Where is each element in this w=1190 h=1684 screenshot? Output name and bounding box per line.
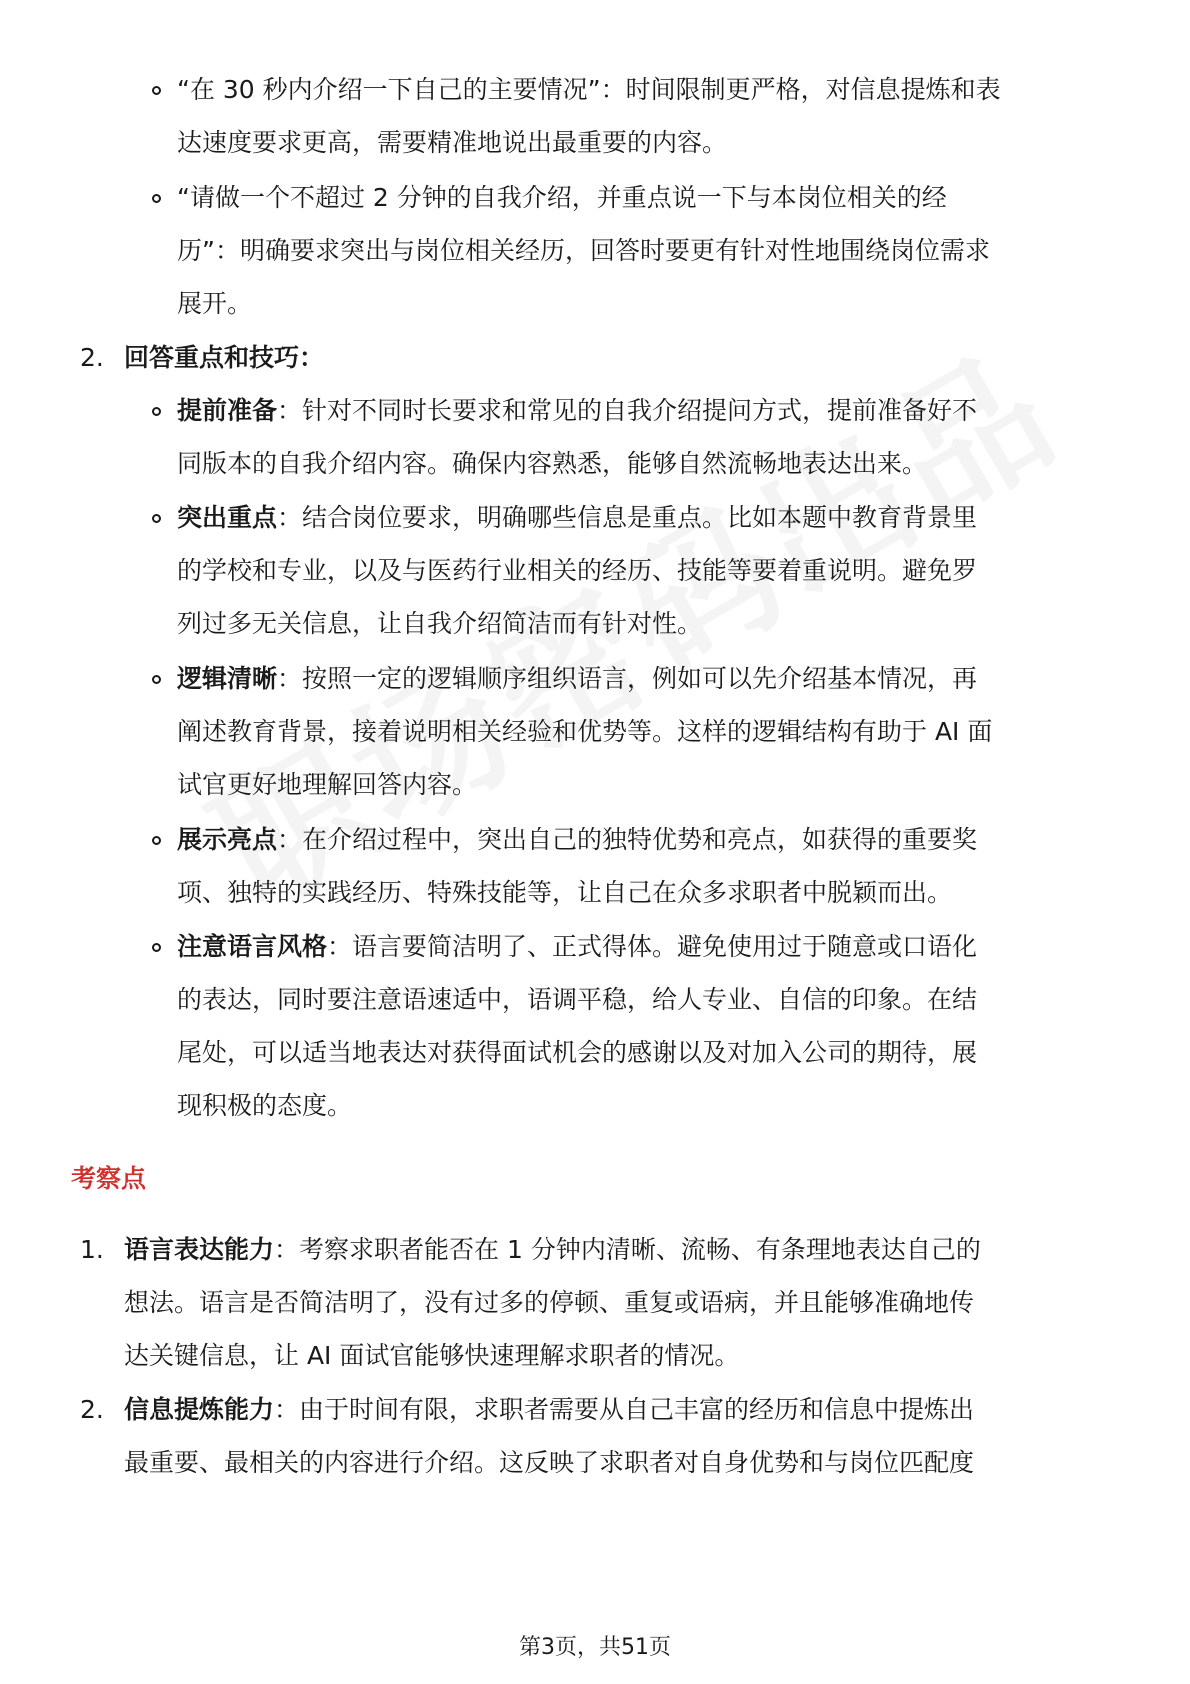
item-text: ：由于时间有限，求职者需要从自己丰富的经历和信息中提炼出 bbox=[274, 1395, 975, 1424]
list-number: 1. bbox=[80, 1235, 104, 1264]
list-number: 2. bbox=[80, 343, 104, 372]
item-text: ：语言要简洁明了、正式得体。避免使用过于随意或口语化 bbox=[327, 932, 978, 961]
section-heading bbox=[124, 343, 324, 373]
item-text: ：按照一定的逻辑顺序组织语言，例如可以先介绍基本情况，再 bbox=[277, 664, 978, 693]
list-item-line: 的学校和专业，以及与医药行业相关的经历、技能等要着重说明。避免罗 bbox=[177, 556, 978, 585]
section-title: 考察点 bbox=[71, 1164, 147, 1193]
list-item-line bbox=[177, 503, 977, 533]
list-item-line bbox=[124, 1395, 974, 1425]
list-number: 2. bbox=[80, 1395, 104, 1424]
list-item-line: 阐述教育背景，接着说明相关经验和优势等。这样的逻辑结构有助于 AI 面 bbox=[177, 717, 993, 746]
list-item-line: 列过多无关信息，让自我介绍简洁而有针对性。 bbox=[177, 609, 703, 638]
list-item-line: 现积极的态度。 bbox=[177, 1091, 353, 1120]
list-item-line: 最重要、最相关的内容进行介绍。这反映了求职者对自身优势和与岗位匹配度 bbox=[124, 1448, 975, 1477]
list-item-line: 项、独特的实践经历、特殊技能等，让自己在众多求职者中脱颖而出。 bbox=[177, 878, 953, 907]
list-item-line: 展开。 bbox=[177, 289, 253, 318]
list-item-line: 达关键信息，让 AI 面试官能够快速理解求职者的情况。 bbox=[124, 1341, 740, 1370]
list-item-line: “在 30 秒内介绍一下自己的主要情况”：时间限制更严格，对信息提炼和表 bbox=[177, 75, 1001, 104]
item-text: ：考察求职者能否在 1 分钟内清晰、流畅、有条理地表达自己的 bbox=[274, 1235, 981, 1264]
item-keyword: 提前准备 bbox=[177, 396, 278, 425]
bullet-circle-icon bbox=[152, 407, 161, 416]
item-keyword: 语言表达能力 bbox=[124, 1235, 275, 1264]
item-keyword: 逻辑清晰 bbox=[177, 664, 278, 693]
bullet-circle-icon bbox=[152, 836, 161, 845]
list-item-line: 尾处，可以适当地表达对获得面试机会的感谢以及对加入公司的期待，展 bbox=[177, 1038, 978, 1067]
bullet-circle-icon bbox=[152, 514, 161, 523]
item-text: ：针对不同时长要求和常见的自我介绍提问方式，提前准备好不 bbox=[277, 396, 978, 425]
item-keyword: 注意语言风格 bbox=[177, 932, 328, 961]
item-text: ：在介绍过程中，突出自己的独特优势和亮点，如获得的重要奖 bbox=[277, 825, 978, 854]
bullet-circle-icon bbox=[152, 194, 161, 203]
list-item-line bbox=[177, 396, 977, 426]
list-item-line: “请做一个不超过 2 分钟的自我介绍，并重点说一下与本岗位相关的经 bbox=[177, 183, 947, 212]
list-item-line bbox=[177, 932, 977, 962]
bullet-circle-icon bbox=[152, 675, 161, 684]
item-keyword: 突出重点 bbox=[177, 503, 278, 532]
item-keyword: 信息提炼能力 bbox=[124, 1395, 275, 1424]
list-item-line: 同版本的自我介绍内容。确保内容熟悉，能够自然流畅地表达出来。 bbox=[177, 449, 928, 478]
page-number-footer: 第3页，共51页 bbox=[519, 1635, 671, 1660]
list-item-line: 的表达，同时要注意语速适中，语调平稳，给人专业、自信的印象。在结 bbox=[177, 985, 978, 1014]
list-item-line: 达速度要求更高，需要精准地说出最重要的内容。 bbox=[177, 128, 728, 157]
list-item-line bbox=[177, 825, 977, 855]
item-text: ：结合岗位要求，明确哪些信息是重点。比如本题中教育背景里 bbox=[277, 503, 978, 532]
bullet-circle-icon bbox=[152, 943, 161, 952]
list-item-line: 想法。语言是否简洁明了，没有过多的停顿、重复或语病，并且能够准确地传 bbox=[124, 1288, 975, 1317]
item-keyword: 展示亮点 bbox=[177, 825, 278, 854]
list-item-line: 试官更好地理解回答内容。 bbox=[177, 770, 478, 799]
list-item-line: 历”：明确要求突出与岗位相关经历，回答时要更有针对性地围绕岗位需求 bbox=[177, 236, 990, 265]
list-item-line bbox=[124, 1235, 981, 1265]
bullet-circle-icon bbox=[152, 86, 161, 95]
list-item-line bbox=[177, 664, 977, 694]
section-heading-text: 回答重点和技巧： bbox=[124, 343, 325, 372]
